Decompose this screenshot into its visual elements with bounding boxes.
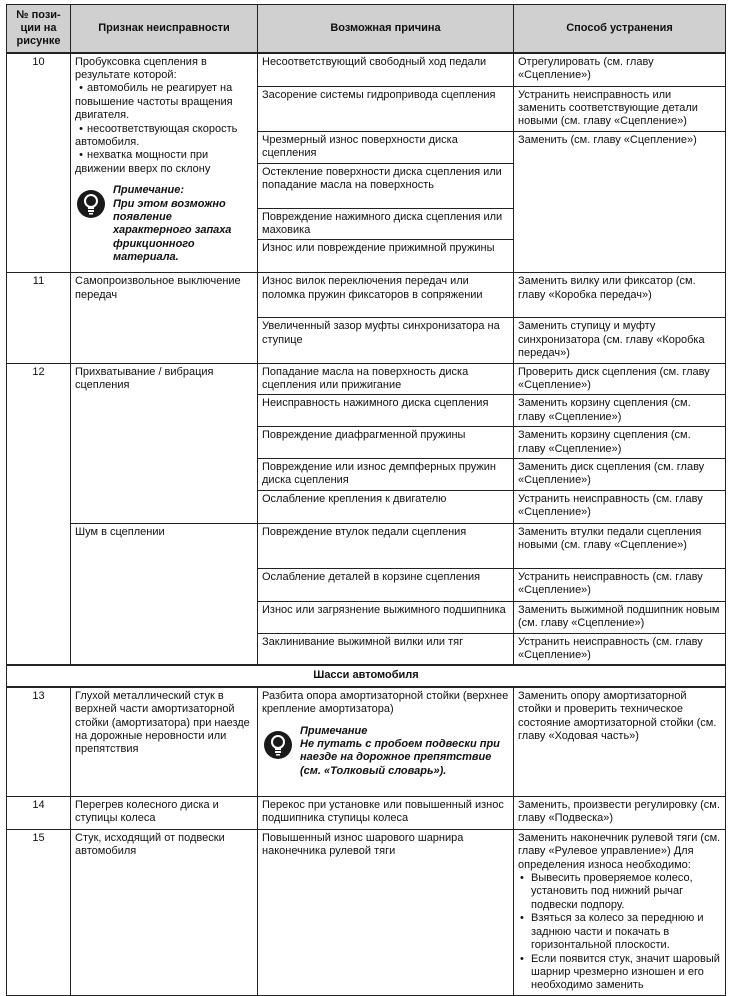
cause-cell: Засорение системы гидропривода сцепления — [258, 86, 514, 131]
cause-cell: Износ или повреждение прижимной пружины — [258, 240, 514, 273]
solution-cell: Заменить корзину сцепления (см. главу «Сцепление») — [514, 395, 726, 427]
lightbulb-icon — [77, 190, 105, 218]
position-number: 14 — [7, 796, 71, 829]
solution-cell: Заменить корзину сцепления (см. главу «Сцепление») — [514, 427, 726, 459]
lightbulb-icon — [264, 731, 292, 759]
table-row — [7, 687, 726, 797]
symptom-cell: Прихватывание / вибрация сцепления — [71, 363, 258, 523]
solution-cell: Устранить неисправность (см. главу «Сцепление») — [514, 633, 726, 665]
cause-text: Разбита опора амортизаторной стойки (верхнее крепление амортизатора) — [262, 689, 509, 716]
note-text: Не путать с пробоем подвески при наезде на дорожное препятствие (см. «Толковый словарь»). — [300, 738, 500, 777]
cause-cell: Износ вилок переключения передач или поломка пружин фиксаторов в сопряжении — [258, 273, 514, 318]
symptom-cell: Глухой металлический стук в верхней части амортизаторной стойки (амортизатора) при наезде на дорожные неровности или препятствия — [71, 687, 258, 797]
table-row — [7, 363, 726, 395]
symptom-cell — [71, 53, 258, 273]
note-title: Примечание: — [113, 184, 185, 197]
position-number: 10 — [7, 53, 71, 273]
symptom-cell: Стук, исходящий от подвески автомобиля — [71, 829, 258, 995]
cause-cell: Ослабление деталей в корзине сцепления — [258, 568, 514, 601]
position-number: 11 — [7, 273, 71, 363]
troubleshooting-table — [6, 4, 726, 996]
header-solution: Способ устранения — [514, 5, 726, 53]
cause-cell: Повреждение нажимного диска сцепления или маховика — [258, 208, 514, 240]
cause-cell: Несоответствующий свободный ход педали — [258, 53, 514, 87]
table-row — [7, 53, 726, 87]
cause-cell: Повреждение или износ демпферных пружин диска сцепления — [258, 459, 514, 491]
solution-text: Заменить наконечник рулевой тяги (см. главу «Рулевое управление») Для определения износа необходимо: — [518, 831, 721, 871]
cause-cell: Попадание масла на поверхность диска сцепления или прижигание — [258, 363, 514, 395]
cause-cell: Ослабление крепления к двигателю — [258, 490, 514, 523]
note-block — [262, 725, 509, 779]
cause-cell: Повреждение втулок педали сцепления — [258, 523, 514, 568]
solution-bullet: • Взяться за колесо за переднюю и заднюю части и покачать в горизонтальной плоскости. — [520, 912, 704, 952]
solution-cell: Устранить неисправность (см. главу «Сцепление») — [514, 490, 726, 523]
note-block — [75, 184, 253, 264]
solution-cell: Заменить втулки педали сцепления новыми (см. главу «Сцепление») — [514, 523, 726, 568]
solution-cell: Заменить опору амортизаторной стойки и проверить техническое состояние амортизаторной стойки (см. главу «Ходовая часть») — [514, 687, 726, 797]
symptom-bullet: • автомобиль не реагирует на повышение частоты вращения двигателя. — [75, 82, 233, 122]
solution-bullet: • Вывесить проверяемое колесо, установить под нижний рычаг подвески подпору. — [520, 872, 693, 911]
solution-cell: Заменить, произвести регулировку (см. главу «Подвеска») — [514, 796, 726, 829]
solution-cell: Заменить диск сцепления (см. главу «Сцепление») — [514, 459, 726, 491]
cause-cell: Повреждение диафрагменной пружины — [258, 427, 514, 459]
solution-cell: Устранить неисправность или заменить соответствующие детали новыми (см. главу «Сцепление») — [514, 86, 726, 131]
table-row — [7, 796, 726, 829]
note-title: Примечание — [300, 724, 368, 737]
solution-cell: Устранить неисправность (см. главу «Сцепление») — [514, 568, 726, 601]
symptom-bullet: • нехватка мощности при движении вверх по склону — [75, 149, 211, 175]
cause-cell: Перекос при установке или повышенный износ подшипника ступицы колеса — [258, 796, 514, 829]
section-row — [7, 665, 726, 686]
cause-cell: Чрезмерный износ поверхности диска сцепления — [258, 131, 514, 163]
solution-cell: Заменить вилку или фиксатор (см. главу «Коробка передач») — [514, 273, 726, 318]
position-number: 15 — [7, 829, 71, 995]
note-text: При этом возможно появление характерного запаха фрикционного материала. — [113, 197, 232, 264]
position-number: 12 — [7, 363, 71, 665]
table-row — [7, 829, 726, 995]
cause-cell — [258, 687, 514, 797]
solution-cell — [514, 829, 726, 995]
symptom-cell: Самопроизвольное выключение передач — [71, 273, 258, 363]
symptom-text: Пробуксовка сцепления в результате которой: — [75, 55, 207, 81]
cause-cell: Износ или загрязнение выжимного подшипника — [258, 601, 514, 633]
solution-cell: Заменить выжимной подшипник новым (см. главу «Сцепление») — [514, 601, 726, 633]
solution-cell: Проверить диск сцепления (см. главу «Сцепление») — [514, 363, 726, 395]
symptom-cell: Перегрев колесного диска и ступицы колеса — [71, 796, 258, 829]
table-row — [7, 523, 726, 568]
cause-cell: Неисправность нажимного диска сцепления — [258, 395, 514, 427]
solution-cell: Заменить (см. главу «Сцепление») — [514, 131, 726, 273]
cause-cell: Заклинивание выжимной вилки или тяг — [258, 633, 514, 665]
table-row — [7, 273, 726, 318]
symptom-bullet: • несоответствующая скорость автомобиля. — [75, 122, 238, 148]
solution-bullet: • Если появится стук, значит шаровый шарнир чрезмерно изношен и его необходимо заменить — [520, 952, 720, 992]
cause-cell: Повышенный износ шарового шарнира наконечника рулевой тяги — [258, 829, 514, 995]
header-position-number: № пози-ции на рисунке — [7, 5, 71, 53]
table-header-row — [7, 5, 726, 53]
cause-cell: Остекление поверхности диска сцепления или попадание масла на поверхность — [258, 163, 514, 208]
header-cause: Возможная причина — [258, 5, 514, 53]
solution-cell: Отрегулировать (см. главу «Сцепление») — [514, 53, 726, 87]
solution-cell: Заменить ступицу и муфту синхронизатора (см. главу «Коробка передач») — [514, 318, 726, 363]
symptom-cell: Шум в сцеплении — [71, 523, 258, 665]
header-symptom: Признак неисправности — [71, 5, 258, 53]
section-title: Шасси автомобиля — [7, 665, 726, 686]
position-number: 13 — [7, 687, 71, 797]
cause-cell: Увеличенный зазор муфты синхронизатора на ступице — [258, 318, 514, 363]
